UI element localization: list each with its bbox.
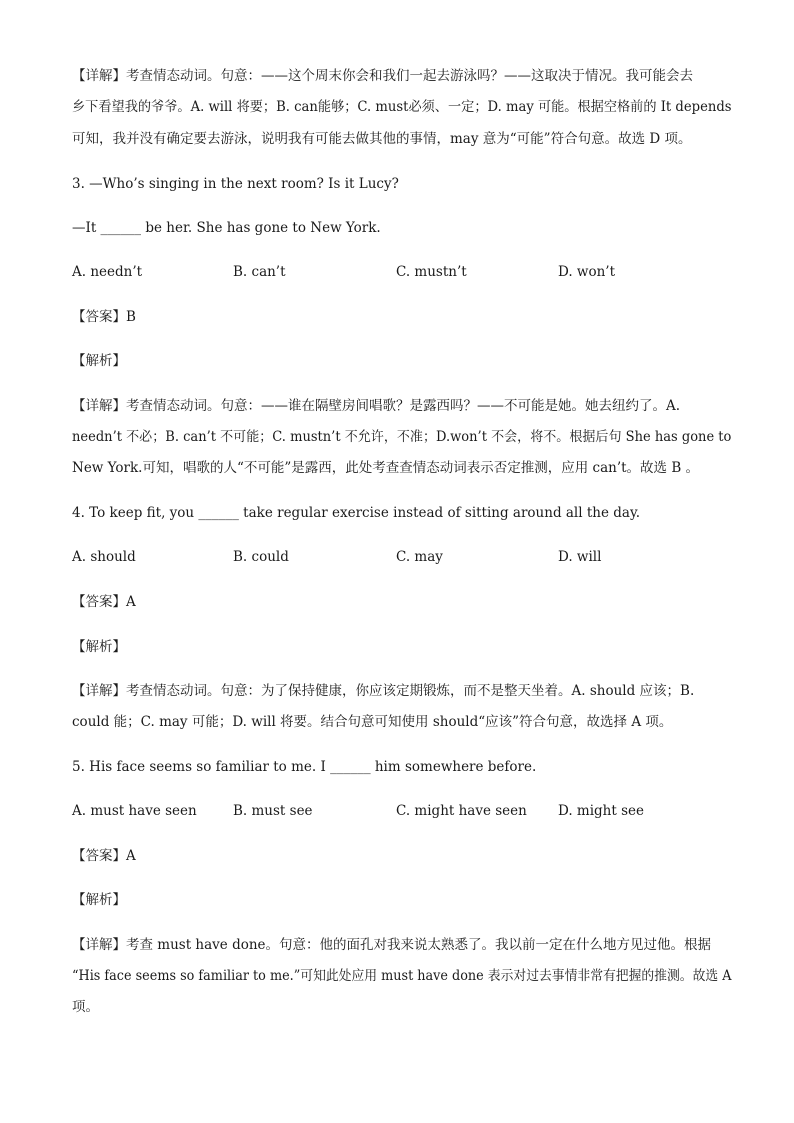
question-4-stem: 4. To keep fit, you ______ take regular exercise instead of sitting around all the day. — [72, 505, 641, 521]
detail-tag: 【详解】 — [72, 683, 126, 699]
question-3-dialogue: —It ______ be her. She has gone to New York. — [72, 220, 381, 236]
detail-line: 项。 — [72, 999, 99, 1015]
option-c: C. mustn’t — [396, 264, 467, 280]
option-a: A. must have seen — [72, 803, 197, 819]
detail-tag: 【详解】 — [72, 937, 126, 953]
answer-line — [72, 846, 732, 866]
answer-tag: 【答案】 — [72, 594, 126, 610]
detail-tag: 【详解】 — [72, 398, 126, 414]
question-5-stem: 5. His face seems so familiar to me. I ______ him somewhere before. — [72, 759, 537, 775]
analysis-tag: 【解析】 — [72, 353, 126, 369]
answer-value: A — [126, 848, 136, 864]
answer-line — [72, 592, 732, 612]
option-d: D. will — [558, 549, 602, 565]
detail-line: New York.可知，唱歌的人“不可能”是露西，此处考查查情态动词表示否定推测，应用 can’t。故选 B 。 — [72, 460, 700, 476]
detail-tag: 【详解】 — [72, 68, 126, 84]
option-b: B. can’t — [233, 264, 286, 280]
analysis-tag: 【解析】 — [72, 892, 126, 908]
option-c: C. might have seen — [396, 803, 527, 819]
answer-value: B — [126, 309, 136, 325]
detail-line: needn’t 不必；B. can’t 不可能；C. mustn’t 不允许，不准；D.won’t 不会，将不。根据后句 She has gone to — [72, 429, 732, 445]
option-a: A. needn’t — [72, 264, 143, 280]
option-b: B. must see — [233, 803, 313, 819]
option-c: C. may — [396, 549, 443, 565]
answer-value: A — [126, 594, 136, 610]
option-a: A. should — [72, 549, 136, 565]
detail-line: 乡下看望我的爷爷。A. will 将要；B. can能够；C. must必须、一定；D. may 可能。根据空格前的 It depends — [72, 99, 732, 115]
detail-line: 【详解】考查情态动词。句意：为了保持健康，你应该定期锻炼，而不是整天坐着。A. should 应该；B. — [72, 683, 695, 699]
answer-line — [72, 307, 732, 327]
detail-line: “His face seems so familiar to me.”可知此处应用 must have done 表示对过去事情非常有把握的推测。故选 A — [72, 968, 732, 984]
detail-line: 可知，我并没有确定要去游泳，说明我有可能去做其他的事情，may 意为“可能”符合句意。故选 D 项。 — [72, 131, 692, 147]
option-d: D. won’t — [558, 264, 616, 280]
option-d: D. might see — [558, 803, 645, 819]
question-3-stem: 3. —Who’s singing in the next room? Is it Lucy? — [72, 176, 399, 192]
answer-tag: 【答案】 — [72, 309, 126, 325]
answer-tag: 【答案】 — [72, 848, 126, 864]
detail-line: 【详解】考查 must have done。句意：他的面孔对我来说太熟悉了。我以前一定在什么地方见过他。根据 — [72, 937, 712, 953]
analysis-tag: 【解析】 — [72, 639, 126, 655]
option-b: B. could — [233, 549, 289, 565]
detail-line: 【详解】考查情态动词。句意：——这个周末你会和我们一起去游泳吗？——这取决于情况。我可能会去 — [72, 68, 693, 84]
detail-line: could 能；C. may 可能；D. will 将要。结合句意可知使用 should“应该”符合句意，故选择 A 项。 — [72, 714, 673, 730]
detail-line: 【详解】考查情态动词。句意：——谁在隔壁房间唱歌？是露西吗？——不可能是她。她去纽约了。A. — [72, 398, 681, 414]
